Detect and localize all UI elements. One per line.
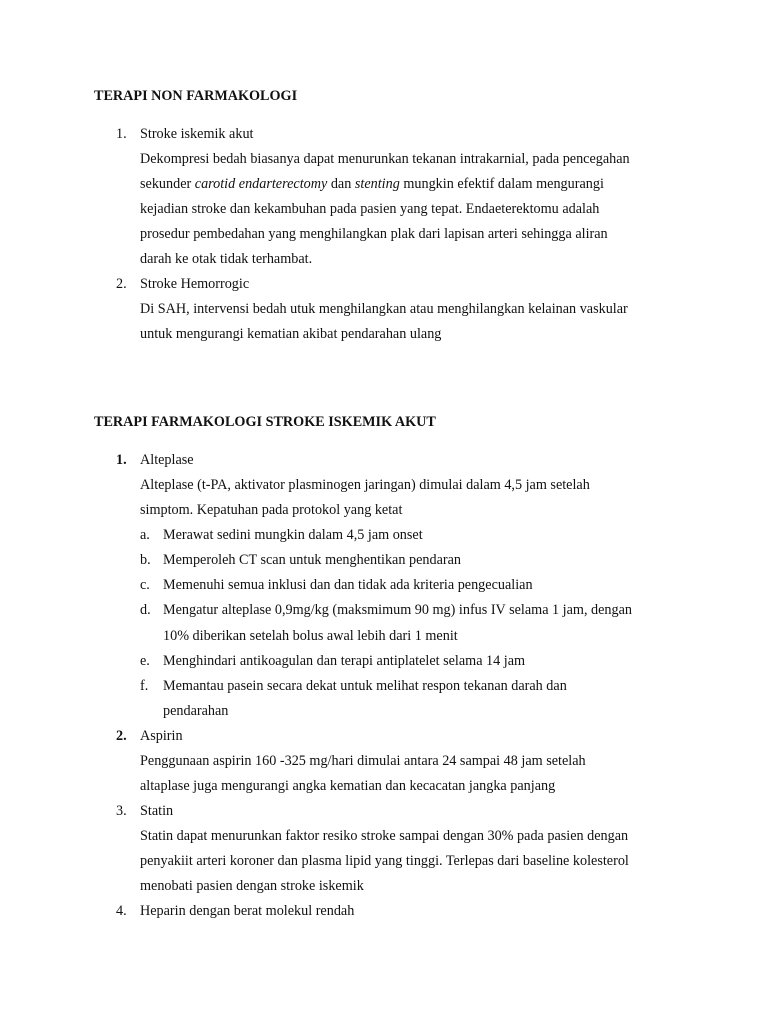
- item-number: 4.: [116, 903, 127, 919]
- paragraph-line: simptom. Kepatuhan pada protokol yang ketat: [140, 502, 403, 518]
- section-heading-non-pharmacologic: TERAPI NON FARMAKOLOGI: [94, 88, 298, 104]
- sub-item-label: a.: [140, 527, 150, 543]
- paragraph-line: prosedur pembedahan yang menghilangkan plak dari lapisan arteri sehingga aliran: [140, 226, 608, 242]
- item-title: Statin: [140, 803, 174, 819]
- item-title: Heparin dengan berat molekul rendah: [140, 903, 355, 919]
- sub-item-label: c.: [140, 577, 150, 593]
- paragraph-line: Di SAH, intervensi bedah utuk menghilangkan atau menghilangkan kelainan vaskular: [140, 301, 628, 317]
- paragraph-line: menobati pasien dengan stroke iskemik: [140, 878, 364, 894]
- sub-item-line: Memenuhi semua inklusi dan dan tidak ada kriteria pengecualian: [163, 577, 533, 593]
- item-title: Stroke iskemik akut: [140, 126, 254, 142]
- sub-item-line: pendarahan: [163, 703, 229, 719]
- paragraph-line: kejadian stroke dan kekambuhan pada pasien yang tepat. Endaeterektomu adalah: [140, 201, 600, 217]
- item-title: Stroke Hemorrogic: [140, 276, 250, 292]
- italic-term: stenting: [354, 176, 400, 192]
- sub-item-line: 10% diberikan setelah bolus awal lebih dari 1 menit: [163, 628, 458, 644]
- item-number: 1.: [116, 126, 127, 142]
- sub-item-label: b.: [140, 552, 151, 568]
- sub-item-line: Mengatur alteplase 0,9mg/kg (maksmimum 90 mg) infus IV selama 1 jam, dengan: [163, 602, 633, 618]
- sub-item-label: d.: [140, 602, 151, 618]
- item-title: Aspirin: [140, 728, 183, 744]
- paragraph-line: altaplase juga mengurangi angka kematian dan kecacatan jangka panjang: [140, 778, 556, 794]
- italic-term: carotid endarterectomy: [194, 176, 328, 192]
- paragraph-line: Dekompresi bedah biasanya dapat menurunkan tekanan intrakarnial, pada pencegahan: [140, 151, 630, 167]
- sub-item-label: e.: [140, 653, 150, 669]
- item-number: 2.: [116, 276, 127, 292]
- sub-item-line: Memperoleh CT scan untuk menghentikan pendaran: [163, 552, 461, 568]
- item-number: 2.: [116, 728, 127, 744]
- paragraph-line: Alteplase (t-PA, aktivator plasminogen jaringan) dimulai dalam 4,5 jam setelah: [140, 477, 590, 493]
- item-number: 1.: [116, 452, 127, 468]
- paragraph-line: penyakiit arteri koroner dan plasma lipid yang tinggi. Terlepas dari baseline kolesterol: [140, 853, 629, 869]
- sub-item-line: Merawat sedini mungkin dalam 4,5 jam onset: [163, 527, 423, 543]
- paragraph-line: Statin dapat menurunkan faktor resiko stroke sampai dengan 30% pada pasien dengan: [140, 828, 629, 844]
- sub-item-line: Menghindari antikoagulan dan terapi antiplatelet selama 14 jam: [163, 653, 526, 669]
- paragraph-line: darah ke otak tidak terhambat.: [140, 251, 313, 267]
- sub-item-line: Memantau pasein secara dekat untuk melihat respon tekanan darah dan: [163, 678, 567, 694]
- item-title: Alteplase: [140, 452, 194, 468]
- item-number: 3.: [116, 803, 127, 819]
- paragraph-line: Penggunaan aspirin 160 -325 mg/hari dimulai antara 24 sampai 48 jam setelah: [140, 753, 586, 769]
- paragraph-line-mixed: sekunder carotid endarterectomy dan stenting mungkin efektif dalam mengurangi: [140, 176, 604, 192]
- sub-item-label: f.: [140, 678, 149, 694]
- paragraph-line: untuk mengurangi kematian akibat pendarahan ulang: [140, 326, 442, 342]
- section-heading-pharmacologic: TERAPI FARMAKOLOGI STROKE ISKEMIK AKUT: [94, 414, 436, 430]
